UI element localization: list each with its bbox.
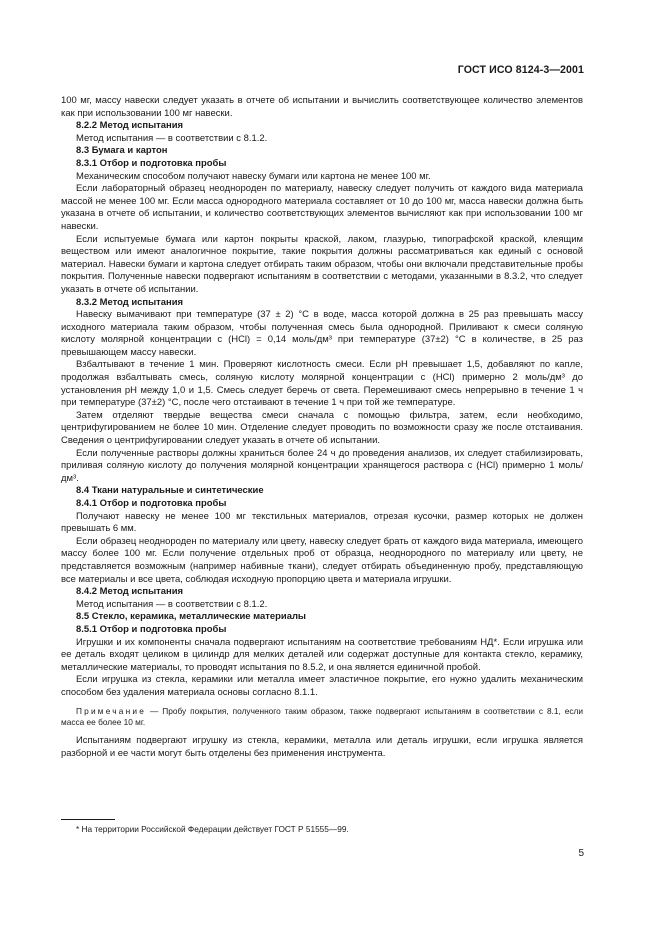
footnote-divider xyxy=(61,819,115,820)
page-body xyxy=(61,95,583,761)
section-heading: 8.4.1 Отбор и подготовка пробы xyxy=(76,498,227,509)
section-heading: 8.4 Ткани натуральные и синтетические xyxy=(76,485,264,497)
body-paragraph: Испытаниям подвергают игрушку из стекла, керамики, металла или деталь игрушки, если игрушка является разборной и ее части могут быть отделены без применения инструмента. xyxy=(61,735,583,759)
page-number: 5 xyxy=(578,848,584,859)
body-paragraph: Если образец неоднороден по материалу или цвету, навеску следует брать от каждого вида материала, имеющего массу более 100 мг. Если получение отдельных проб от образца, неоднородного по материалу или цвету, не представляется возможным (например набивные ткани), следует отбирать объединенную пробу, представляющую все материалы и все цвета, соблюдая исходную пропорцию цвета и материала игрушки. xyxy=(61,535,583,585)
section-heading: 8.4.2 Метод испытания xyxy=(76,586,184,598)
body-paragraph: Если испытуемые бумага или картон покрыты краской, лаком, глазурью, типографской краской, клеящим веществом или имеют аналогичное покрытие, такие покрытия должны рассматриваться как единый с основой материал. Навески бумаги и картона следует отбирать таким образом, чтобы они включали представительные пробы покрытия. Полученные навески подвергают испытаниям в соответствии с методами, указанными в 8.3.2, что следует указать в отчете об испытании. xyxy=(61,233,583,295)
note-paragraph xyxy=(61,706,583,729)
body-paragraph: Если игрушка из стекла, керамики или металла имеет эластичное покрытие, его нужно удалить механическим способом без удаления материала основы согласно 8.1.1. xyxy=(61,674,583,698)
body-paragraph: Механическим способом получают навеску бумаги или картона не менее 100 мг. xyxy=(76,170,431,182)
footnote: * На территории Российской Федерации действует ГОСТ Р 51555—99. xyxy=(76,824,349,834)
body-paragraph: Метод испытания — в соответствии с 8.1.2. xyxy=(76,598,268,610)
section-heading: 8.2.2 Метод испытания xyxy=(76,120,184,132)
body-paragraph: Если полученные растворы должны храниться более 24 ч до проведения анализов, их следует стабилизировать, приливая соляную кислоту до получения молярной концентрации хранящегося раствора c (HCl) примерно 1 моль/дм³. xyxy=(61,447,583,484)
section-heading: 8.5.1 Отбор и подготовка пробы xyxy=(76,623,227,635)
body-paragraph: Взбалтывают в течение 1 мин. Проверяют кислотность смеси. Если pH превышает 1,5, добавляют по капле, продолжая взбалтывать смесь, соляную кислоту молярной концентрации c (HCl) примерно 2 моль/дм³ до установления pH между 1,0 и 1,5. Смесь следует беречь от света. Перемешивают смесь непрерывно в течение 1 ч при температуре (37±2) °С, после чего отстаивают в течение 1 ч при той же температуре. xyxy=(61,359,583,409)
body-paragraph: Если лабораторный образец неоднороден по материалу, навеску следует получить от каждого вида материала массой не менее 100 мг. Если масса однородного материала составляет от 10 до 100 мг, масса навески должна быть указана в отчете об испытании, и количество соответствующих элементов вычисляют как при использовании 100 мг навески. xyxy=(61,183,583,232)
body-paragraph: Игрушки и их компоненты сначала подвергают испытаниям на соответствие требованиям НД*. Если игрушка или ее деталь входят целиком в цилиндр для мелких деталей или содержат доступные для контакта стекло, керамику, металлические материалы, то проводят испытания по 8.5.2, и она является единичной пробой. xyxy=(61,636,583,673)
note-text: — Пробу покрытия, полученного таким образом, также подвергают испытаниям в соответствии с 8.1, если масса ее более 10 мг. xyxy=(61,705,583,727)
document-code-header: ГОСТ ИСО 8124-3—2001 xyxy=(457,64,584,76)
body-paragraph: 100 мг, массу навески следует указать в отчете об испытании и вычислить соответствующее количество элементов как при использовании 100 мг навески. xyxy=(61,95,583,119)
section-heading: 8.3.1 Отбор и подготовка пробы xyxy=(76,157,227,169)
note-label: Примечание xyxy=(76,705,147,716)
body-paragraph: Метод испытания — в соответствии с 8.1.2. xyxy=(76,132,268,144)
body-paragraph: Навеску вымачивают при температуре (37 ± 2) °С в воде, масса которой должна в 25 раз превышать массу исходного материала таким образом, чтобы полученная смесь была однородной. Приливают к смеси соляную кислоту молярной концентрации c (HCl) = 0,14 моль/дм³ при температуре (37±2) °С в количестве, в 25 раз превышающем массу навески. xyxy=(61,309,583,358)
section-heading: 8.3 Бумага и картон xyxy=(76,145,168,157)
section-heading: 8.5 Стекло, керамика, металлические материалы xyxy=(76,611,306,623)
body-paragraph: Затем отделяют твердые вещества смеси сначала с помощью фильтра, затем, если необходимо, центрифугированием не более 10 мин. Отделение следует проводить по возможности сразу же после отстаивания. Сведения о центрифугировании следует указать в отчете об испытании. xyxy=(61,409,583,447)
section-heading: 8.3.2 Метод испытания xyxy=(76,296,184,308)
body-paragraph: Получают навеску не менее 100 мг текстильных материалов, отрезая кусочки, размер которых не должен превышать 6 мм. xyxy=(61,510,583,535)
